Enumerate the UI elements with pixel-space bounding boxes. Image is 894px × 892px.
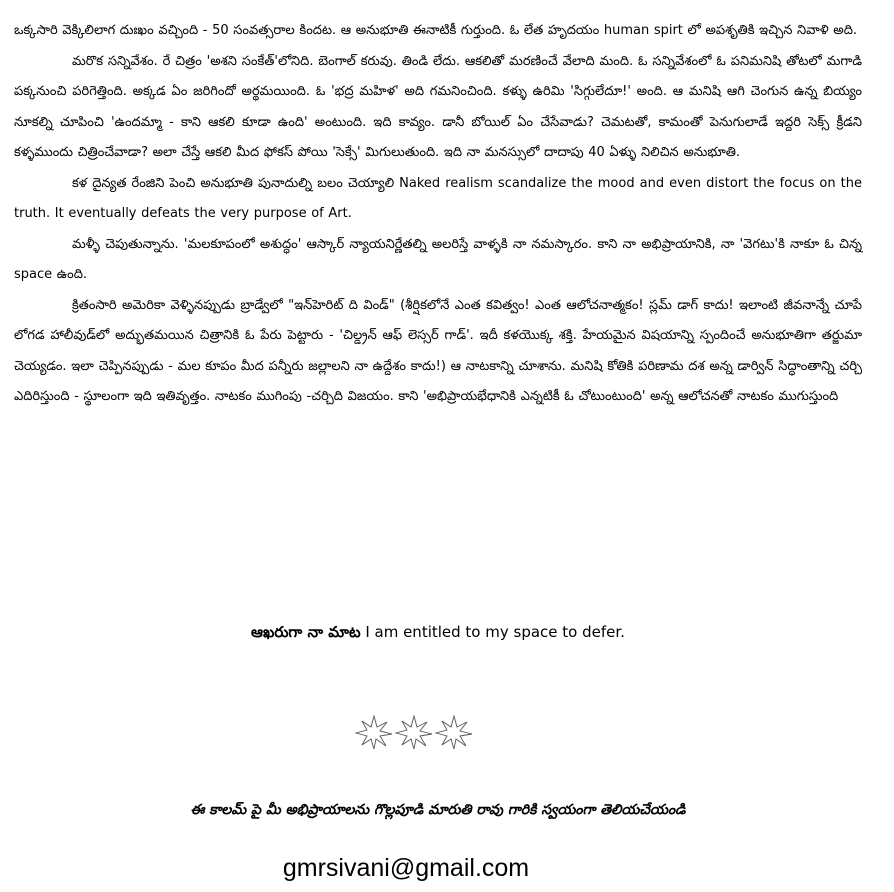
contact-email: gmrsivani@gmail.com: [282, 854, 530, 882]
article-body: [14, 16, 862, 413]
article-paragraph: ఒక్కసారి వెక్కిలిలాగ దుఃఖం వచ్చింది - 50 సంవత్సరాల కిందట. ఆ అనుభూతి ఈనాటికీ గుర్తుంది. ఓ లేత హృదయం human spirt లో అపశృతికి ఇచ్చిన నివాళి అది.: [14, 23, 858, 38]
article-page: [14, 16, 862, 882]
article-paragraph: క్రితంసారి అమెరికా వెళ్ళినప్పుడు బ్రాడ్వేలో "ఇన్‌హెరిట్ ది విండ్" (శీర్షికలోనే ఎంత కవిత్వం! ఎంత ఆలోచనాత్మకం! స్లమ్ డాగ్ కాదు! ఇలాంటి జీవనాన్నే చూపే లోగడ హాలీవుడ్‌లో అద్భుతమయిన చిత్రానికి ఓ పేరు పెట్టారు - 'చిల్డ్రన్ ఆఫ్ లెస్సర్ గాడ్'. ఇదీ కళయొక్క శక్తి. హేయమైన విషయాన్ని స్పందించే అనుభూతిగా తర్జుమా చెయ్యడం. ఇలా చెప్పినప్పుడు - మల కూపం మీద పన్నీరు జల్లాలని నా ఉద్దేశం కాదు!) ఆ నాటకాన్ని చూశాను. మనిషి కోతికి పరిణామ దశ అన్న డార్విన్ సిద్ధాంతాన్ని చర్చి ఎదిరిస్తుంది - స్థూలంగా ఇది ఇతివృత్తం. నాటకం ముగింపు -చర్చిది విజయం. కాని 'అభిప్రాయభేధానికి ఎన్నటికీ ఓ చోటుంటుంది' అన్న ఆలోచనతో నాటకం ముగుస్తుంది: [14, 297, 862, 404]
closing-statement: [14, 622, 862, 642]
closing-text: I am entitled to my space to defer.: [360, 623, 625, 641]
article-paragraph: మళ్ళీ చెపుతున్నాను. 'మలకూపంలో అశుద్ధం' ఆస్కార్ న్యాయనిర్ణేతల్ని అలరిస్తే వాళ్ళకి నా నమస్కారం. కాని నా అభిప్రాయానికి, నా 'వెగటు'కి నాకూ ఓ చిన్న space ఉంది.: [14, 236, 862, 282]
footer-note: ఈ కాలమ్ పై మీ అభిప్రాయాలను గొల్లపూడి మారుతి రావు గారికి స్వయంగా తెలియచేయండి: [190, 802, 686, 818]
article-paragraph: కళ దైన్యత రేంజిని పెంచి అనుభూతి పునాదుల్ని బలం చెయ్యాలి Naked realism scandalize the mood and even distort the focus on the truth. It eventually defeats the very purpose of Art.: [14, 175, 862, 221]
closing-lead: ఆఖరుగా నా మాట: [251, 623, 361, 641]
article-paragraph: మరొక సన్నివేశం. రే చిత్రం 'అశని సంకేత్'లోనిది. బెంగాల్ కరువు. తిండి లేదు. ఆకలితో మరణించే వేలాది మంది. ఓ సన్నివేశంలో ఓ పనిమనిషి తోటలో మగాడి పక్కనుంచి పరిగెత్తింది. అక్కడ ఏం జరిగిందో అర్థమయింది. ఓ 'భద్ర మహిళ' అది గమనించింది. కళ్ళు ఉరిమి 'సిగ్గులేదూ!' అంది. ఆ మనిషి ఆగి చెంగున ఉన్న బియ్యం నూకల్ని చూపించి 'ఉందమ్మా - కాని ఆకలి కూడా ఉంది' అంటుంది. ఇది కావ్యం. డానీ బోయిల్ ఏం చేసేవాడు? చెమటతో, కామంతో పెనుగులాడే ఇద్దరి సెక్స్ క్రీడని కళ్ళముందు చిత్రించేవాడా? అలా చేస్తే ఆకలి మీద ఫోకస్ పోయి 'సెక్సే' మిగులుతుంది. ఇది నా మనస్సులో దాదాపు 40 ఏళ్ళు నిలిచిన అనుభూతి.: [14, 53, 862, 160]
starburst-ornament-icon: [354, 714, 474, 750]
